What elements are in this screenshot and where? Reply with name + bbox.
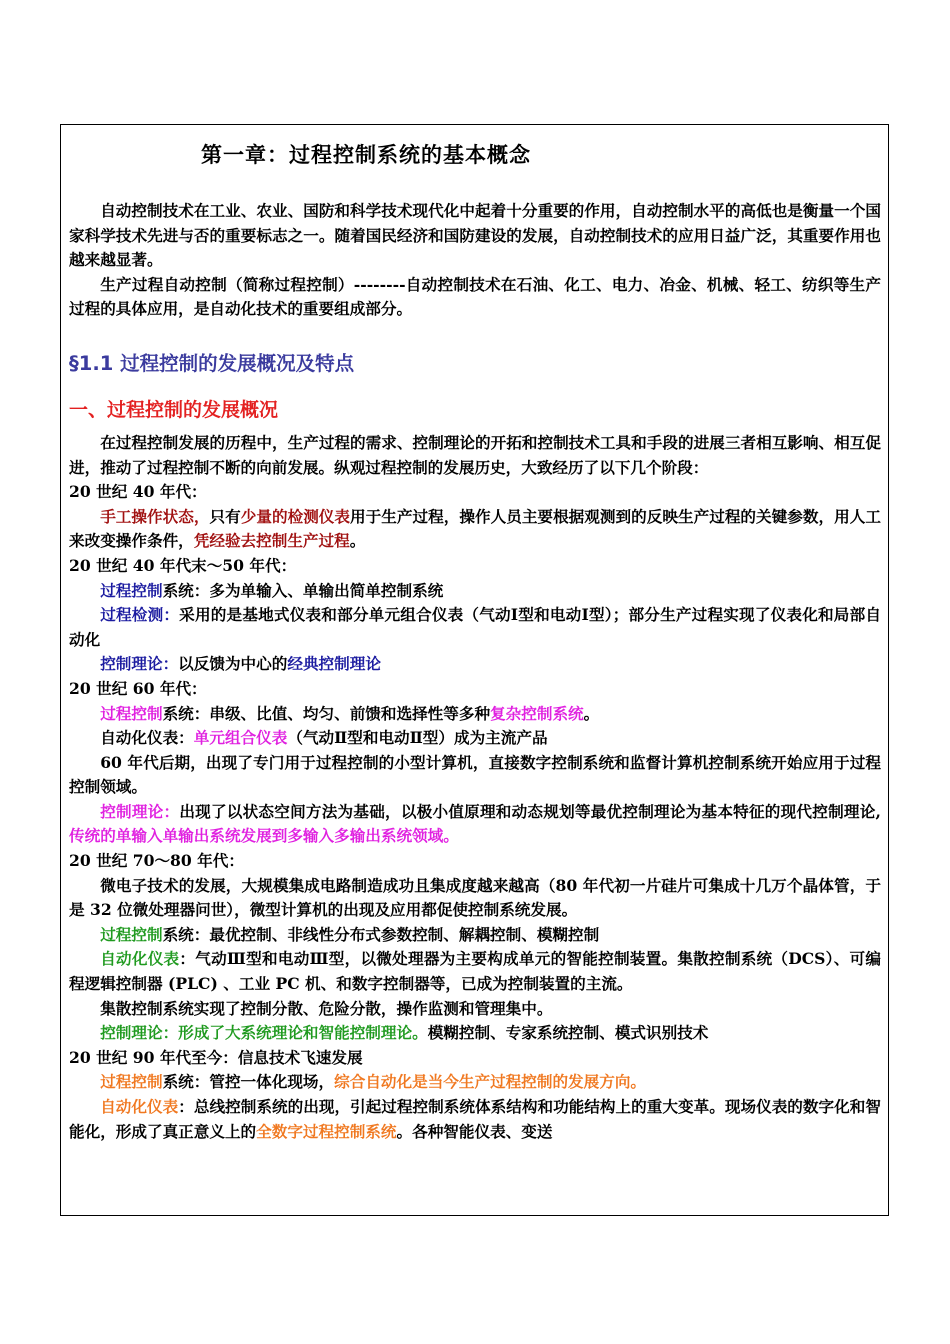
era-90s-instruments: 自动化仪表：总线控制系统的出现，引起过程控制系统体系结构和功能结构上的重大变革。现场仪表的数字化和智能化，形成了真正意义上的全数字过程控制系统。各种智能仪表、变送	[69, 1097, 881, 1141]
era-60s-label: 20 世纪 60 年代：	[69, 678, 207, 698]
era-70s-micro: 微电子技术的发展，大规模集成电路制造成功且集成度越来越高（80 年代初一片硅片可集成十几万个晶体管，于是 32 位微处理器问世），微型计算机的出现及应用都促使控制系统发展。	[69, 875, 881, 920]
section-heading: §1.1 过程控制的发展概况及特点	[69, 351, 355, 375]
era-70s-dcs: 集散控制系统实现了控制分散、危险分散，操作监测和管理集中。	[100, 998, 553, 1018]
section-lead-paragraph: 在过程控制发展的历程中，生产过程的需求、控制理论的开拓和控制技术工具和手段的进展三者相互影响、相互促进，推动了过程控制不断的向前发展。纵观过程控制的发展历史，大致经历了以下几个阶段：	[69, 432, 881, 477]
era-40s-label: 20 世纪 40 年代：	[69, 482, 207, 502]
era-70s-label: 20 世纪 70～80 年代：	[69, 851, 244, 871]
document-frame	[60, 124, 889, 1216]
era-60s-late: 60 年代后期，出现了专门用于过程控制的小型计算机，直接数字控制系统和监督计算机控制系统开始应用于过程控制领域。	[69, 752, 881, 797]
experience-control-text: 凭经验去控制生产过程	[193, 531, 350, 551]
era-90s-control: 过程控制系统：管控一体化现场，综合自动化是当今生产过程控制的发展方向。	[100, 1072, 647, 1092]
era-50s-label: 20 世纪 40 年代末～50 年代：	[69, 555, 297, 575]
subsection-heading: 一、过程控制的发展概况	[69, 398, 279, 421]
era-50s-control: 过程控制系统：多为单输入、单输出简单控制系统	[100, 580, 444, 600]
era-60s-control: 过程控制系统：串级、比值、均匀、前馈和选择性等多种复杂控制系统。	[100, 703, 600, 723]
era-60s-theory: 控制理论：出现了以状态空间方法为基础，以极小值原理和动态规划等最优控制理论为基本特征的现代控制理论,传统的单输入单输出系统发展到多输入多输出系统领域。	[69, 801, 881, 846]
few-instruments-text: 少量的检测仪表	[240, 506, 351, 526]
intro-paragraph-2: 生产过程自动控制（简称过程控制）--------自动控制技术在石油、化工、电力、冶金、机械、轻工、纺织等生产过程的具体应用，是自动化技术的重要组成部分。	[69, 274, 881, 319]
era-60s-instruments: 自动化仪表：单元组合仪表（气动Ⅱ型和电动Ⅱ型）成为主流产品	[100, 728, 548, 748]
chapter-title: 第一章：过程控制系统的基本概念	[201, 143, 531, 167]
era-70s-instruments: 自动化仪表：气动Ⅲ型和电动Ⅲ型，以微处理器为主要构成单元的智能控制装置。集散控制系统（DCS）、可编程逻辑控制器 (PLC) 、工业 PC 机、和数字控制器等，已成为控制装置的主流。	[69, 949, 881, 994]
era-90s-label: 20 世纪 90 年代至今：信息技术飞速发展	[69, 1047, 363, 1067]
document-body	[69, 199, 881, 1144]
intro-paragraph-1: 自动控制技术在工业、农业、国防和科学技术现代化中起着十分重要的作用，自动控制水平的高低也是衡量一个国家科学技术先进与否的重要标志之一。随着国民经济和国防建设的发展，自动控制技术的应用日益广泛，其重要作用也越来越显著。	[69, 201, 881, 270]
era-40s-paragraph: 手工操作状态，只有少量的检测仪表用于生产过程，操作人员主要根据观测到的反映生产过程的关键参数，用人工来改变操作条件，凭经验去控制生产过程。	[69, 506, 881, 551]
era-50s-theory: 控制理论：以反馈为中心的经典控制理论	[100, 654, 381, 674]
era-50s-detection: 过程检测：采用的是基地式仪表和部分单元组合仪表（气动Ⅰ型和电动Ⅰ型）；部分生产过程实现了仪表化和局部自动化	[69, 605, 881, 649]
era-70s-theory: 控制理论：形成了大系统理论和智能控制理论。模糊控制、专家系统控制、模式识别技术	[100, 1023, 709, 1043]
manual-state-text: 手工操作状态，	[100, 506, 210, 526]
era-70s-control: 过程控制系统：最优控制、非线性分布式参数控制、解耦控制、模糊控制	[100, 924, 600, 944]
